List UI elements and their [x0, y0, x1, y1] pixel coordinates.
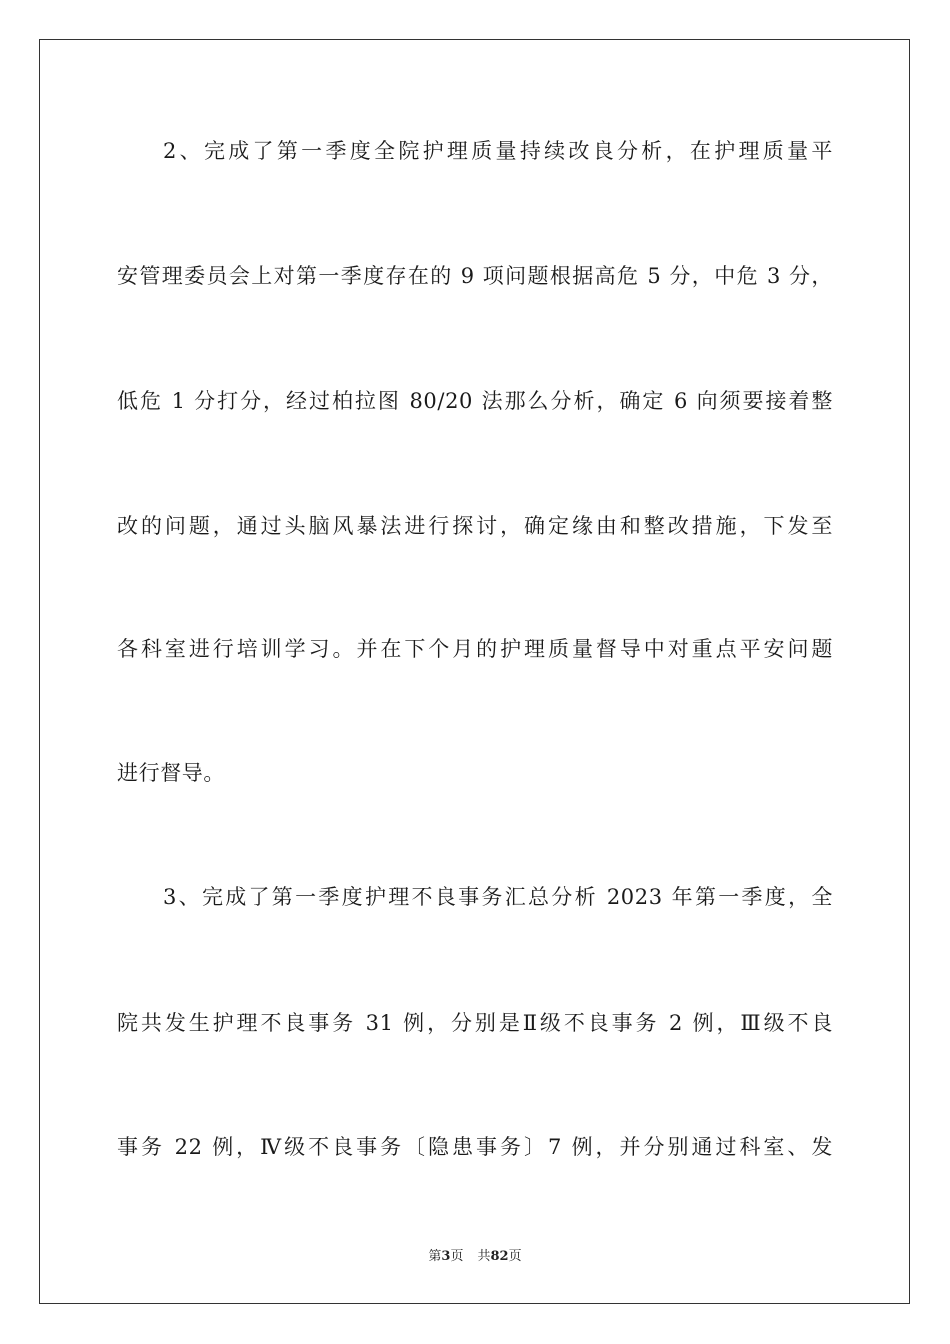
paragraph-2-line-4: 改的问题，通过头脑风暴法进行探讨，确定缘由和整改措施，下发至 [117, 514, 833, 538]
page-border [39, 39, 910, 1304]
paragraph-2-line-3: 低危 1 分打分，经过柏拉图 80/20 法那么分析，确定 6 向须要接着整 [117, 389, 833, 413]
paragraph-2-line-2: 安管理委员会上对第一季度存在的 9 项问题根据高危 5 分，中危 3 分， [117, 264, 833, 288]
footer-page-suffix: 页 [450, 1249, 464, 1264]
paragraph-3-line-1: 3、完成了第一季度护理不良事务汇总分析 2023 年第一季度，全 [163, 885, 833, 909]
paragraph-2-line-6: 进行督导。 [117, 761, 225, 785]
footer-page-prefix: 第 [428, 1249, 442, 1264]
footer-total-prefix: 共 [477, 1249, 491, 1264]
paragraph-3-line-3: 事务 22 例，Ⅳ级不良事务〔隐患事务〕7 例，并分别通过科室、发 [117, 1135, 833, 1159]
paragraph-3-line-2: 院共发生护理不良事务 31 例，分别是Ⅱ级不良事务 2 例，Ⅲ级不良 [117, 1011, 833, 1035]
footer-total-pages: 82 [490, 1249, 509, 1264]
footer-page-number: 3 [441, 1249, 451, 1264]
paragraph-2-line-5: 各科室进行培训学习。并在下个月的护理质量督导中对重点平安问题 [117, 637, 833, 661]
footer-total-suffix: 页 [508, 1249, 522, 1264]
page-footer [0, 1248, 950, 1266]
paragraph-2-line-1: 2、完成了第一季度全院护理质量持续改良分析，在护理质量平 [163, 139, 833, 163]
